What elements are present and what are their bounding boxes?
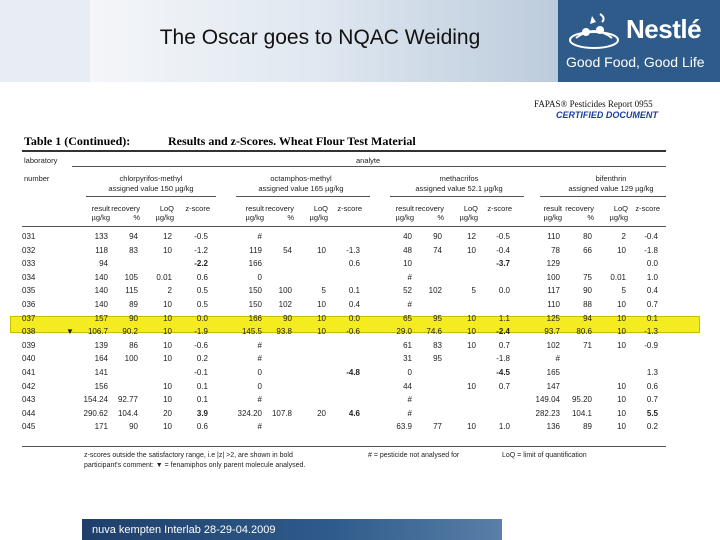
group-assigned-octamphos-methyl: assigned value 165 µg/kg bbox=[258, 184, 344, 193]
cell-recovery: 95.20 bbox=[571, 395, 592, 405]
cell-recovery: 89 bbox=[129, 300, 138, 309]
cell-recovery: 90.2 bbox=[122, 327, 138, 337]
cell-recovery: 90 bbox=[283, 313, 292, 323]
cell-result: 94 bbox=[99, 259, 108, 269]
cell-zscore: -1.3 bbox=[644, 327, 658, 337]
cell-result: 149.04 bbox=[535, 395, 560, 405]
cell-recovery: 102 bbox=[278, 300, 292, 309]
lab-number: 040 bbox=[22, 354, 36, 364]
cell-result: 171 bbox=[94, 422, 108, 432]
table-title: Table 1 (Continued): bbox=[24, 134, 131, 148]
group-name-bifenthrin: bifenthrin bbox=[595, 174, 627, 183]
cell-result: 10 bbox=[403, 259, 412, 269]
slide-title: The Oscar goes to NQAC Weiding bbox=[159, 26, 481, 49]
lab-number: 033 bbox=[22, 259, 36, 269]
group-rule-4 bbox=[540, 196, 666, 197]
cell-recovery: 94 bbox=[583, 313, 592, 323]
subheader-result: result µg/kg bbox=[395, 204, 414, 222]
cell-loq: 2 bbox=[621, 232, 626, 241]
cell-result: 31 bbox=[403, 354, 412, 364]
cell-result: # bbox=[407, 408, 412, 418]
table-subtitle: Results and z-Scores. Wheat Flour Test Material bbox=[168, 134, 416, 148]
cell-result: 119 bbox=[249, 245, 262, 255]
cell-result: 139 bbox=[94, 340, 108, 350]
cell-result: 63.9 bbox=[396, 422, 412, 432]
cell-loq: 0.01 bbox=[156, 272, 172, 282]
footnote-loq: LoQ = limit of quantification bbox=[502, 452, 587, 459]
cell-result: 0 bbox=[257, 368, 262, 377]
cell-result: # bbox=[257, 354, 262, 364]
subheader-recovery: recovery % bbox=[265, 204, 294, 222]
number-label: number bbox=[24, 174, 50, 183]
cell-result: 110 bbox=[547, 232, 560, 241]
laboratory-label: laboratory bbox=[24, 156, 58, 165]
cell-zscore: -2.2 bbox=[194, 259, 208, 269]
cell-recovery: 83 bbox=[433, 340, 442, 350]
subheader-loq: LoQ µg/kg bbox=[309, 204, 328, 222]
cell-loq: 10 bbox=[617, 422, 626, 432]
cell-zscore: -0.1 bbox=[194, 368, 208, 377]
cell-loq: 12 bbox=[467, 232, 476, 241]
report-title: FAPAS® Pesticides Report 0955 bbox=[534, 99, 653, 109]
cell-zscore: 1.0 bbox=[646, 272, 658, 282]
lab-number: 042 bbox=[22, 381, 36, 391]
cell-result: 0 bbox=[257, 381, 262, 391]
lab-number: 043 bbox=[22, 395, 36, 405]
cell-recovery: 95 bbox=[433, 354, 442, 364]
cell-result: # bbox=[257, 232, 262, 241]
cell-loq: 10 bbox=[467, 327, 476, 337]
cell-loq: 10 bbox=[467, 381, 476, 391]
lab-number: 034 bbox=[22, 272, 36, 282]
cell-zscore: 0.0 bbox=[498, 286, 510, 296]
cell-recovery: 74 bbox=[433, 245, 442, 255]
cell-zscore: 3.9 bbox=[196, 408, 208, 418]
cell-loq: 10 bbox=[617, 300, 626, 309]
cell-loq: 10 bbox=[617, 395, 626, 405]
footnote-not-analysed: # = pesticide not analysed for bbox=[368, 452, 460, 459]
group-assigned-chlorpyrifos-methyl: assigned value 150 µg/kg bbox=[108, 184, 194, 193]
lab-number: 045 bbox=[22, 422, 36, 432]
cell-result: 40 bbox=[403, 232, 412, 241]
cell-recovery: 115 bbox=[125, 286, 138, 296]
subheader-zscore: z-score bbox=[487, 204, 512, 213]
cell-zscore: 0.6 bbox=[196, 422, 208, 432]
analyte-rule bbox=[72, 166, 666, 167]
cell-loq: 12 bbox=[163, 232, 172, 241]
cell-recovery: 105 bbox=[124, 272, 138, 282]
cell-zscore: -0.4 bbox=[644, 232, 658, 241]
cell-recovery: 95 bbox=[433, 313, 442, 323]
cell-loq: 10 bbox=[617, 245, 626, 255]
cell-result: 150 bbox=[248, 300, 262, 309]
group-rule-2 bbox=[236, 196, 370, 197]
cell-recovery: 80 bbox=[583, 232, 592, 241]
cell-zscore: 0.2 bbox=[196, 354, 208, 364]
group-name-octamphos-methyl: octamphos-methyl bbox=[270, 174, 332, 183]
cell-recovery: 66 bbox=[583, 245, 592, 255]
cell-loq: 10 bbox=[467, 313, 476, 323]
cell-loq: 10 bbox=[163, 422, 172, 432]
cell-zscore: -0.6 bbox=[194, 340, 208, 350]
cell-zscore: -1.2 bbox=[194, 245, 208, 255]
cell-loq: 10 bbox=[317, 313, 326, 323]
cell-zscore: -3.7 bbox=[496, 259, 510, 269]
cell-zscore: -1.9 bbox=[194, 327, 208, 337]
subheader-recovery: recovery % bbox=[111, 204, 140, 222]
cell-result: 147 bbox=[546, 381, 560, 391]
cell-recovery: 89 bbox=[583, 422, 592, 432]
cell-zscore: 1.3 bbox=[646, 368, 658, 377]
cell-zscore: 0.6 bbox=[646, 381, 658, 391]
subheader-recovery: recovery % bbox=[565, 204, 594, 222]
cell-recovery: 104.1 bbox=[571, 408, 592, 418]
group-name-methacrifos: methacrifos bbox=[439, 174, 479, 183]
cell-zscore: 0.1 bbox=[196, 381, 208, 391]
cell-result: 102 bbox=[546, 340, 560, 350]
cell-zscore: -0.4 bbox=[496, 245, 510, 255]
nestle-wordmark: Nestlé bbox=[626, 14, 702, 44]
group-rule-1 bbox=[86, 196, 216, 197]
lab-number: 036 bbox=[22, 300, 36, 309]
cell-zscore: 0.7 bbox=[498, 381, 510, 391]
cell-zscore: 0.4 bbox=[348, 300, 360, 309]
cell-result: 165 bbox=[546, 368, 560, 377]
footnote-participant-comment: participant's comment: ▼ = fenamiphos only parent molecule analysed. bbox=[84, 462, 306, 469]
cell-result: # bbox=[257, 395, 262, 405]
group-name-chlorpyrifos-methyl: chlorpyrifos-methyl bbox=[119, 174, 183, 183]
cell-zscore: -4.5 bbox=[496, 368, 510, 377]
subheader-result: result µg/kg bbox=[245, 204, 264, 222]
cell-recovery: 88 bbox=[583, 300, 592, 309]
cell-result: # bbox=[257, 422, 262, 432]
cell-recovery: 90 bbox=[129, 313, 138, 323]
cell-zscore: -1.3 bbox=[346, 245, 360, 255]
cell-zscore: 0.7 bbox=[646, 395, 658, 405]
cell-loq: 10 bbox=[467, 245, 476, 255]
cell-zscore: 0.1 bbox=[196, 395, 208, 405]
cell-result: 140 bbox=[94, 272, 108, 282]
cell-result: 100 bbox=[546, 272, 560, 282]
cell-result: 282.23 bbox=[535, 408, 560, 418]
cell-loq: 10 bbox=[617, 408, 626, 418]
cell-result: 157 bbox=[94, 313, 108, 323]
cell-result: 106.7 bbox=[87, 327, 108, 337]
cell-zscore: -0.9 bbox=[644, 340, 658, 350]
cell-result: 93.7 bbox=[544, 327, 560, 337]
cell-recovery: 83 bbox=[129, 245, 138, 255]
cell-result: 164 bbox=[94, 354, 108, 364]
cell-loq: 5 bbox=[471, 286, 476, 296]
analyte-label: analyte bbox=[356, 156, 381, 165]
subheader-result: result µg/kg bbox=[91, 204, 110, 222]
cell-loq: 10 bbox=[163, 354, 172, 364]
group-rule-3 bbox=[390, 196, 524, 197]
cell-recovery: 80.6 bbox=[576, 327, 592, 337]
cell-recovery: 92.77 bbox=[117, 395, 138, 405]
cell-recovery: 94 bbox=[129, 232, 138, 241]
cell-loq: 10 bbox=[163, 245, 172, 255]
cell-result: # bbox=[407, 300, 412, 309]
cell-recovery: 71 bbox=[583, 340, 592, 350]
cell-zscore: 0.7 bbox=[498, 340, 510, 350]
cell-loq: 10 bbox=[617, 340, 626, 350]
cell-recovery: 75 bbox=[583, 272, 592, 282]
footnote-bold-zscores: z-scores outside the satisfactory range, i.e |z| >2, are shown in bold bbox=[84, 452, 293, 459]
cell-result: 166 bbox=[248, 313, 262, 323]
cell-loq: 2 bbox=[167, 286, 172, 296]
cell-result: # bbox=[407, 395, 412, 405]
table-bottom-rule bbox=[22, 446, 666, 447]
cell-result: 145.5 bbox=[241, 327, 262, 337]
cell-recovery: 100 bbox=[124, 354, 138, 364]
cell-result: 154.24 bbox=[83, 395, 108, 405]
cell-loq: 10 bbox=[467, 340, 476, 350]
cell-result: 156 bbox=[94, 381, 108, 391]
cell-result: 0 bbox=[407, 368, 412, 377]
cell-result: 78 bbox=[551, 245, 560, 255]
nestle-tagline: Good Food, Good Life bbox=[566, 54, 705, 70]
subheader-loq: LoQ µg/kg bbox=[609, 204, 628, 222]
cell-zscore: -0.5 bbox=[496, 232, 510, 241]
lab-number: 041 bbox=[22, 368, 36, 377]
cell-zscore: -2.4 bbox=[496, 327, 510, 337]
cell-recovery: 90 bbox=[129, 422, 138, 432]
cell-result: 290.62 bbox=[83, 408, 108, 418]
cell-recovery: 104.4 bbox=[117, 408, 138, 418]
cell-loq: 10 bbox=[163, 340, 172, 350]
cell-result: 140 bbox=[94, 286, 108, 296]
cell-loq: 10 bbox=[317, 300, 326, 309]
cell-result: # bbox=[257, 340, 262, 350]
cell-loq: 10 bbox=[317, 245, 326, 255]
cell-loq: 5 bbox=[321, 286, 326, 296]
lab-number: 039 bbox=[22, 340, 36, 350]
cell-recovery: 86 bbox=[129, 340, 138, 350]
cell-zscore: -0.6 bbox=[346, 327, 360, 337]
lab-number: 032 bbox=[22, 245, 36, 255]
cell-zscore: 0.7 bbox=[646, 300, 658, 309]
cell-zscore: 1.1 bbox=[498, 313, 510, 323]
cell-result: 136 bbox=[546, 422, 560, 432]
cell-loq: 5 bbox=[621, 286, 626, 296]
report-certified-label: CERTIFIED DOCUMENT bbox=[556, 110, 658, 120]
cell-recovery: 77 bbox=[433, 422, 442, 432]
cell-zscore: -1.8 bbox=[496, 354, 510, 364]
cell-zscore: 0.5 bbox=[196, 286, 208, 296]
cell-result: 324.20 bbox=[237, 408, 262, 418]
cell-result: 44 bbox=[403, 381, 412, 391]
cell-loq: 0.01 bbox=[610, 272, 626, 282]
cell-zscore: 0.4 bbox=[646, 286, 658, 296]
footer-text: nuva kempten Interlab 28-29-04.2009 bbox=[92, 524, 276, 536]
cell-result: 0 bbox=[257, 272, 262, 282]
cell-result: # bbox=[555, 354, 560, 364]
slide-header bbox=[0, 0, 720, 82]
cell-result: # bbox=[407, 272, 412, 282]
cell-result: 110 bbox=[547, 300, 560, 309]
lab-number: 038 bbox=[22, 327, 36, 337]
lab-number: 035 bbox=[22, 286, 36, 296]
cell-loq: 10 bbox=[617, 327, 626, 337]
cell-loq: 10 bbox=[163, 381, 172, 391]
subheader-zscore: z-score bbox=[635, 204, 660, 213]
cell-loq: 10 bbox=[467, 422, 476, 432]
cell-result: 166 bbox=[248, 259, 262, 269]
lab-number: 031 bbox=[22, 232, 36, 241]
lab-number: 044 bbox=[22, 408, 36, 418]
cell-loq: 10 bbox=[317, 327, 326, 337]
cell-result: 52 bbox=[403, 286, 412, 296]
cell-loq: 10 bbox=[163, 327, 172, 337]
cell-zscore: 0.5 bbox=[196, 300, 208, 309]
cell-recovery: 90 bbox=[433, 232, 442, 241]
cell-zscore: 0.0 bbox=[348, 313, 360, 323]
cell-zscore: 0.6 bbox=[196, 272, 208, 282]
cell-result: 118 bbox=[95, 245, 108, 255]
subheader-zscore: z-score bbox=[185, 204, 210, 213]
cell-loq: 20 bbox=[317, 408, 326, 418]
cell-result: 150 bbox=[248, 286, 262, 296]
cell-zscore: -0.5 bbox=[194, 232, 208, 241]
comment-marker-icon: ▼ bbox=[66, 327, 74, 337]
cell-loq: 10 bbox=[163, 313, 172, 323]
nestle-bird-nest-logo bbox=[566, 10, 622, 50]
lab-number: 037 bbox=[22, 313, 36, 323]
cell-recovery: 100 bbox=[278, 286, 292, 296]
cell-recovery: 93.8 bbox=[276, 327, 292, 337]
cell-loq: 20 bbox=[163, 408, 172, 418]
cell-zscore: -4.8 bbox=[346, 368, 360, 377]
cell-recovery: 54 bbox=[283, 245, 292, 255]
cell-result: 141 bbox=[94, 368, 108, 377]
cell-recovery: 102 bbox=[428, 286, 442, 296]
cell-result: 140 bbox=[94, 300, 108, 309]
cell-result: 48 bbox=[403, 245, 412, 255]
group-assigned-methacrifos: assigned value 52.1 µg/kg bbox=[415, 184, 503, 193]
subheader-loq: LoQ µg/kg bbox=[155, 204, 174, 222]
cell-zscore: 0.0 bbox=[196, 313, 208, 323]
subheader-result: result µg/kg bbox=[543, 204, 562, 222]
cell-result: 129 bbox=[546, 259, 560, 269]
cell-result: 65 bbox=[403, 313, 412, 323]
table-top-rule bbox=[22, 150, 666, 152]
cell-loq: 10 bbox=[163, 395, 172, 405]
cell-zscore: 0.2 bbox=[646, 422, 658, 432]
cell-zscore: 0.1 bbox=[646, 313, 658, 323]
cell-result: 61 bbox=[403, 340, 412, 350]
cell-loq: 10 bbox=[617, 381, 626, 391]
cell-zscore: 0.1 bbox=[348, 286, 360, 296]
cell-result: 29.0 bbox=[396, 327, 412, 337]
cell-zscore: 5.5 bbox=[646, 408, 658, 418]
cell-result: 133 bbox=[94, 232, 108, 241]
cell-loq: 10 bbox=[163, 300, 172, 309]
cell-zscore: -1.8 bbox=[644, 245, 658, 255]
cell-zscore: 0.0 bbox=[646, 259, 658, 269]
cell-recovery: 90 bbox=[583, 286, 592, 296]
cell-result: 117 bbox=[547, 286, 560, 296]
cell-zscore: 0.6 bbox=[348, 259, 360, 269]
cell-recovery: 74.6 bbox=[426, 327, 442, 337]
subheader-loq: LoQ µg/kg bbox=[459, 204, 478, 222]
cell-zscore: 4.6 bbox=[348, 408, 360, 418]
header-band-left bbox=[0, 0, 90, 82]
header-bottom-rule bbox=[22, 226, 666, 227]
subheader-recovery: recovery % bbox=[415, 204, 444, 222]
cell-result: 125 bbox=[546, 313, 560, 323]
cell-recovery: 107.8 bbox=[271, 408, 292, 418]
group-assigned-bifenthrin: assigned value 129 µg/kg bbox=[568, 184, 654, 193]
cell-loq: 10 bbox=[617, 313, 626, 323]
cell-zscore: 1.0 bbox=[498, 422, 510, 432]
subheader-zscore: z-score bbox=[337, 204, 362, 213]
